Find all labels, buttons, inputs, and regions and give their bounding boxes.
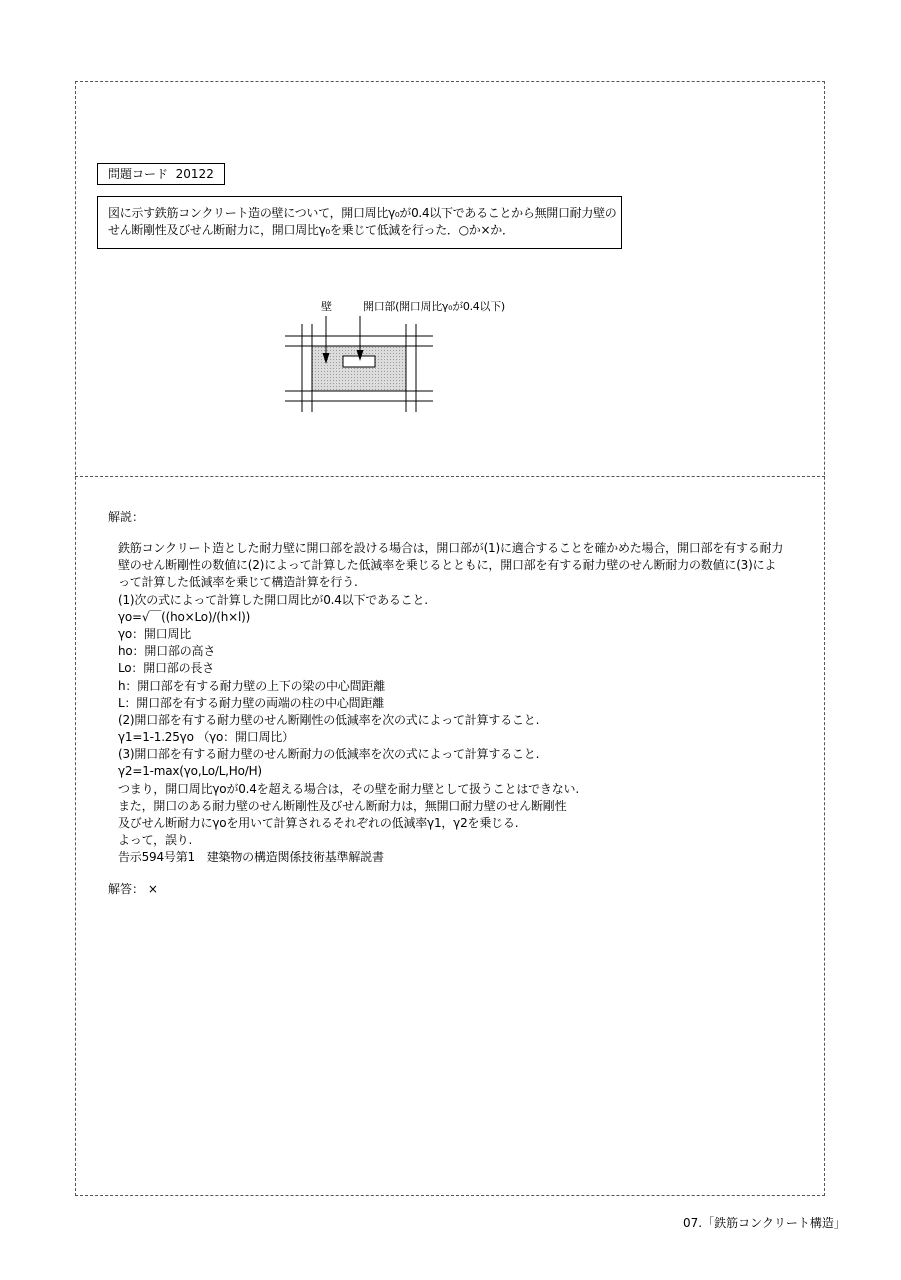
explanation-line: 及びせん断耐力にγoを用いて計算されるそれぞれの低減率γ1，γ2を乗じる. [118, 816, 519, 830]
question-box [97, 196, 622, 249]
figure-label-wall: 壁 [321, 300, 332, 313]
explanation-line: (2)開口部を有する耐力壁のせん断剛性の低減率を次の式によって計算すること. [118, 712, 540, 727]
page-footer: 07.「鉄筋コンクリート構造」 [683, 1216, 846, 1230]
explanation-line: ho：開口部の高さ [118, 644, 216, 659]
explanation-line: 壁のせん断剛性の数値に(2)によって計算した低減率を乗じるとともに，開口部を有する耐力壁のせん断耐力の数値に(3)によ [118, 558, 777, 573]
explanation-line: って計算した低減率を乗じて構造計算を行う. [118, 575, 358, 590]
problem-code-label: 問題コード [108, 167, 169, 181]
explanation-line: (1)次の式によって計算した開口周比が0.4以下であること. [118, 592, 428, 607]
explanation-line: L：開口部を有する耐力壁の両端の柱の中心間距離 [118, 695, 385, 710]
figure-label-opening: 開口部(開口周比γ₀が0.4以下) [363, 300, 505, 313]
explanation-line: γo=√￣((ho×Lo)/(h×l)) [118, 609, 251, 624]
explanation-body [118, 540, 808, 867]
explanation-line: また，開口のある耐力壁のせん断剛性及びせん断耐力は，無開口耐力壁のせん断剛性 [118, 798, 567, 813]
explanation-line: γ2=1-max(γo,Lo/L,Ho/H) [118, 764, 262, 779]
explanation-line: γ1=1-1.25γo （γo：開口周比） [118, 730, 294, 745]
explanation-line: γo：開口周比 [118, 626, 192, 641]
explanation-line: (3)開口部を有する耐力壁のせん断耐力の低減率を次の式によって計算すること. [118, 747, 540, 762]
wall-diagram [285, 296, 535, 416]
explanation-line: 告示594号第1 建築物の構造関係技術基準解説書 [118, 850, 384, 865]
answer-label: 解答： [108, 882, 145, 896]
explanation-line: 鉄筋コンクリート造とした耐力壁に開口部を設ける場合は，開口部が(1)に適合することを確かめた場合，開口部を有する耐力 [118, 541, 784, 555]
answer [108, 880, 158, 897]
answer-value: × [147, 882, 158, 896]
explanation-line: Lo：開口部の長さ [118, 661, 215, 676]
section-divider [75, 476, 825, 477]
explanation-line: よって，誤り. [118, 833, 193, 848]
explanation-line: つまり，開口周比γoが0.4を超える場合は，その壁を耐力壁として扱うことはできない. [118, 781, 579, 796]
problem-code: 20122 [175, 167, 214, 181]
wall-figure [285, 296, 535, 416]
problem-code-box [97, 163, 225, 185]
question-line: せん断剛性及びせん断耐力に，開口周比γ₀を乗じて低減を行った．○か×か． [108, 223, 514, 237]
explanation-line: h：開口部を有する耐力壁の上下の梁の中心間距離 [118, 678, 386, 693]
question-line: 図に示す鉄筋コンクリート造の壁について，開口周比γ₀が0.4以下であることから無開口耐力壁の [108, 206, 617, 220]
explanation-title: 解説： [108, 510, 145, 524]
